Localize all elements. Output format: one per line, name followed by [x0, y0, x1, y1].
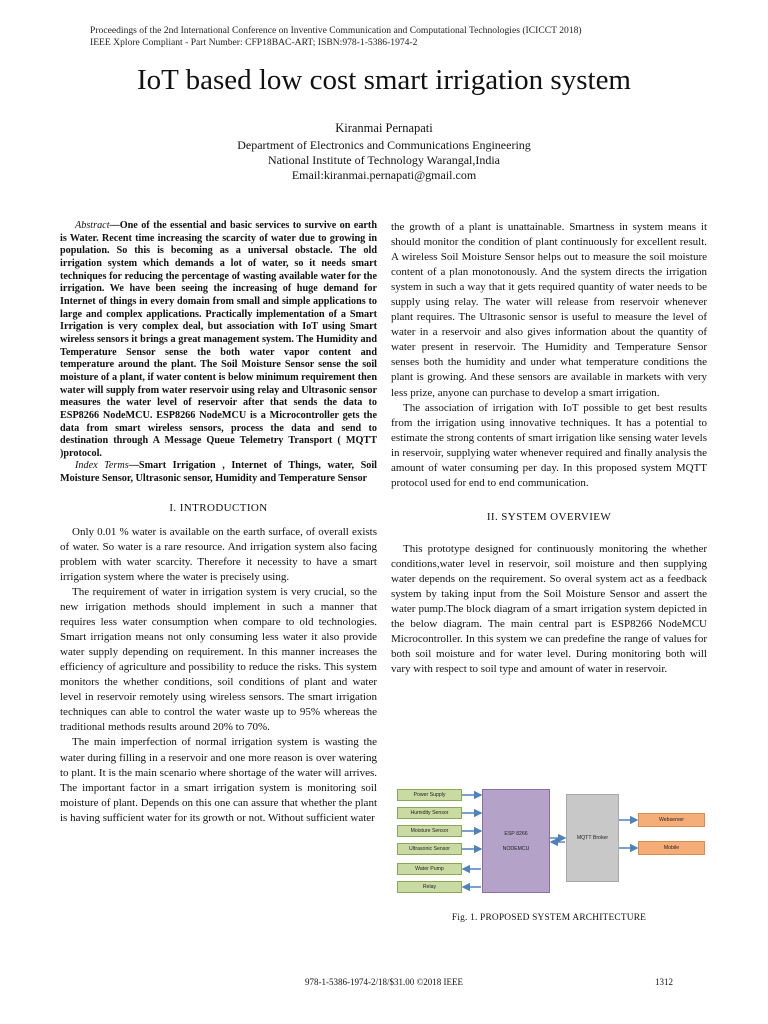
- author-department: Department of Electronics and Communications Engineering: [237, 138, 531, 152]
- block-webserver: Webserver: [638, 813, 705, 827]
- intro-paragraph-2: The requirement of water in irrigation system is very crucial, so the new irrigation methods should implement in such a manner that requires less water consumption when compare to old technologies. Smart irrigation means not only consuming less water it also provide water supply depending on requirement. In this manner increases the efficiency of agriculture and possibility to reduce the risks. This system monitors the whether conditions, soil conditions of plant and water level in reservoir remotely using wireless sensors. The smart irrigation techniques can able to control the water waste up to 95% whereas the traditional methods results around 20% to 70%.: [60, 586, 377, 734]
- section-heading-introduction: I. INTRODUCTION: [169, 501, 268, 514]
- page-number: 1312: [655, 977, 673, 987]
- block-mobile: Mobile: [638, 841, 705, 855]
- footer-copyright: 978-1-5386-1974-2/18/$31.00 ©2018 IEEE: [304, 977, 464, 987]
- ieee-xplore-line: IEEE Xplore Compliant - Part Number: CFP18BAC-ART; ISBN:978-1-5386-1974-2: [90, 37, 418, 48]
- abstract-lead: Abstract: [75, 220, 110, 231]
- abstract: [60, 220, 377, 460]
- abstract-text: —One of the essential and basic services to survive on earth is Water. Recent time increasing the scarcity of water due to growing in population. So this is becoming as a universal obstacle. The old irrigation system which demands a lot of water, so it needs smart techniques for reducing the percentage of wasting available water for the irrigation. We have been seeing the increasing of huge demand for Internet of things in every domain from small and simple applications to large and complex applications. Practically implementation of a Smart Irrigation is very complex deal, but association with IoT using Smart wireless sensors it brings a great management system. The Humidity and Temperature Sensor sense the both water vapor content and temperature around the plant. The Soil Moisture Sensor sense the soil moisture of a plant, if water content is below minimum requirement then water will supply from water reservoir using relay and Ultrasonic sensor measures the water level of reservoir after that sends the data to ESP8266 NodeMCU. ESP8266 NodeMCU is a Microcontroller gets the data from smart wireless sensors, process the data and send to destination through A Message Queue Telemetry Transport ( MQTT )protocol.: [60, 220, 377, 459]
- controller-label-line2: NODEMCU: [502, 845, 530, 852]
- block-esp8266-nodemcu: [482, 789, 550, 893]
- paper-title: IoT based low cost smart irrigation system: [137, 64, 631, 96]
- section-heading-system-overview: II. SYSTEM OVERVIEW: [486, 510, 612, 523]
- system-architecture-diagram: [393, 781, 710, 901]
- right-column: [391, 220, 707, 677]
- conference-header: Proceedings of the 2nd International Conference on Inventive Communication and Computational Technologies (ICICCT 2018): [90, 25, 582, 36]
- block-power-supply: Power Supply: [397, 789, 462, 801]
- block-moisture-sensor: Moisture Sensor: [397, 825, 462, 837]
- intro-paragraph-3: The main imperfection of normal irrigation system is wasting the water during filling in a reservoir and one more reason is over watering to plant. It is the main scenario where shortage of the water will arrives. The important factor in a smart irrigation system is monitoring soil moisture of plant. Depends on this one can assure that whether the plant is having sufficient water for its growth or not. Without sufficient water: [60, 736, 377, 824]
- block-water-pump: Water Pump: [397, 863, 462, 875]
- intro-paragraph-1: Only 0.01 % water is available on the earth surface, of overall exists of water. So water is a rare resource. And irrigation system also facing problem with water scarcity. Therefore it necessity to have a smart irrigation system where the water is precisely using.: [60, 525, 377, 583]
- index-terms-lead: Index Terms: [75, 460, 129, 472]
- intro-paragraph-continued: the growth of a plant is unattainable. Smartness in system means it should monitor the condition of plant continuously for excellent result. A wireless Soil Moisture Sensor helps out to measure the soil moisture content of a plan monotonously. And the system directs the irrigation system in such a way that it gets required quantity of water needs to be supply using relay. The water will release from reservoir whenever plant requires. The Ultrasonic sensor is useful to measure the level of water in a reservoir and also gives information about the quantity of water present in reservoir. The Humidity and Temperature Sensor senses both the humidity and under what temperature conditions the plant is growing. And these sensors are available in markets with very less prize, anyone can purchase to develop a smart irrigation.: [391, 221, 707, 399]
- author-name: Kiranmai Pernapati: [335, 121, 433, 135]
- block-mqtt-broker: MQTT Broker: [566, 794, 619, 882]
- intro-paragraph-association: The association of irrigation with IoT possible to get best results from the irrigation using innovative techniques. It has a potential to estimate the strong contents of smart irrigation like sensing water levels in reservoir, supplying water whenever required and finally analysis the amount of water consuming per day. In this proposed system MQTT protocol used for end to end communication.: [391, 401, 707, 489]
- index-terms-text: —Smart Irrigation , Internet of Things, water, Soil Moisture Sensor, Ultrasonic sensor, Humidity and Temperature Sensor: [60, 460, 377, 485]
- author-institute: National Institute of Technology Warangal,India: [267, 153, 501, 167]
- block-relay: Relay: [397, 881, 462, 893]
- index-terms: [60, 460, 377, 485]
- system-overview-paragraph: This prototype designed for continuously monitoring the whether conditions,water level in reservoir, soil moisture and then supplying water depends on the requirement. So overal system act as a feedback system by taking input from the Soil Moisture Sensor and assert the water pump.The block diagram of a smart irrigation system depicted in the below diagram. The main central part is ESP8266 NodeMCU Microcontroller. In this system we can predefine the range of values for both soil moisture and for water level. During monitoring both will vary with respect to soil type and amount of water in reservoir.: [391, 542, 707, 676]
- figure-caption: Fig. 1. PROPOSED SYSTEM ARCHITECTURE: [451, 913, 647, 923]
- block-humidity-sensor: Humidity Sensor: [397, 807, 462, 819]
- author-email: Email:kiranmai.pernapati@gmail.com: [291, 168, 477, 182]
- block-ultrasonic-sensor: Ultrasonic Sensor: [397, 843, 462, 855]
- controller-label-line1: ESP 8266: [504, 830, 528, 837]
- left-column: [60, 220, 377, 826]
